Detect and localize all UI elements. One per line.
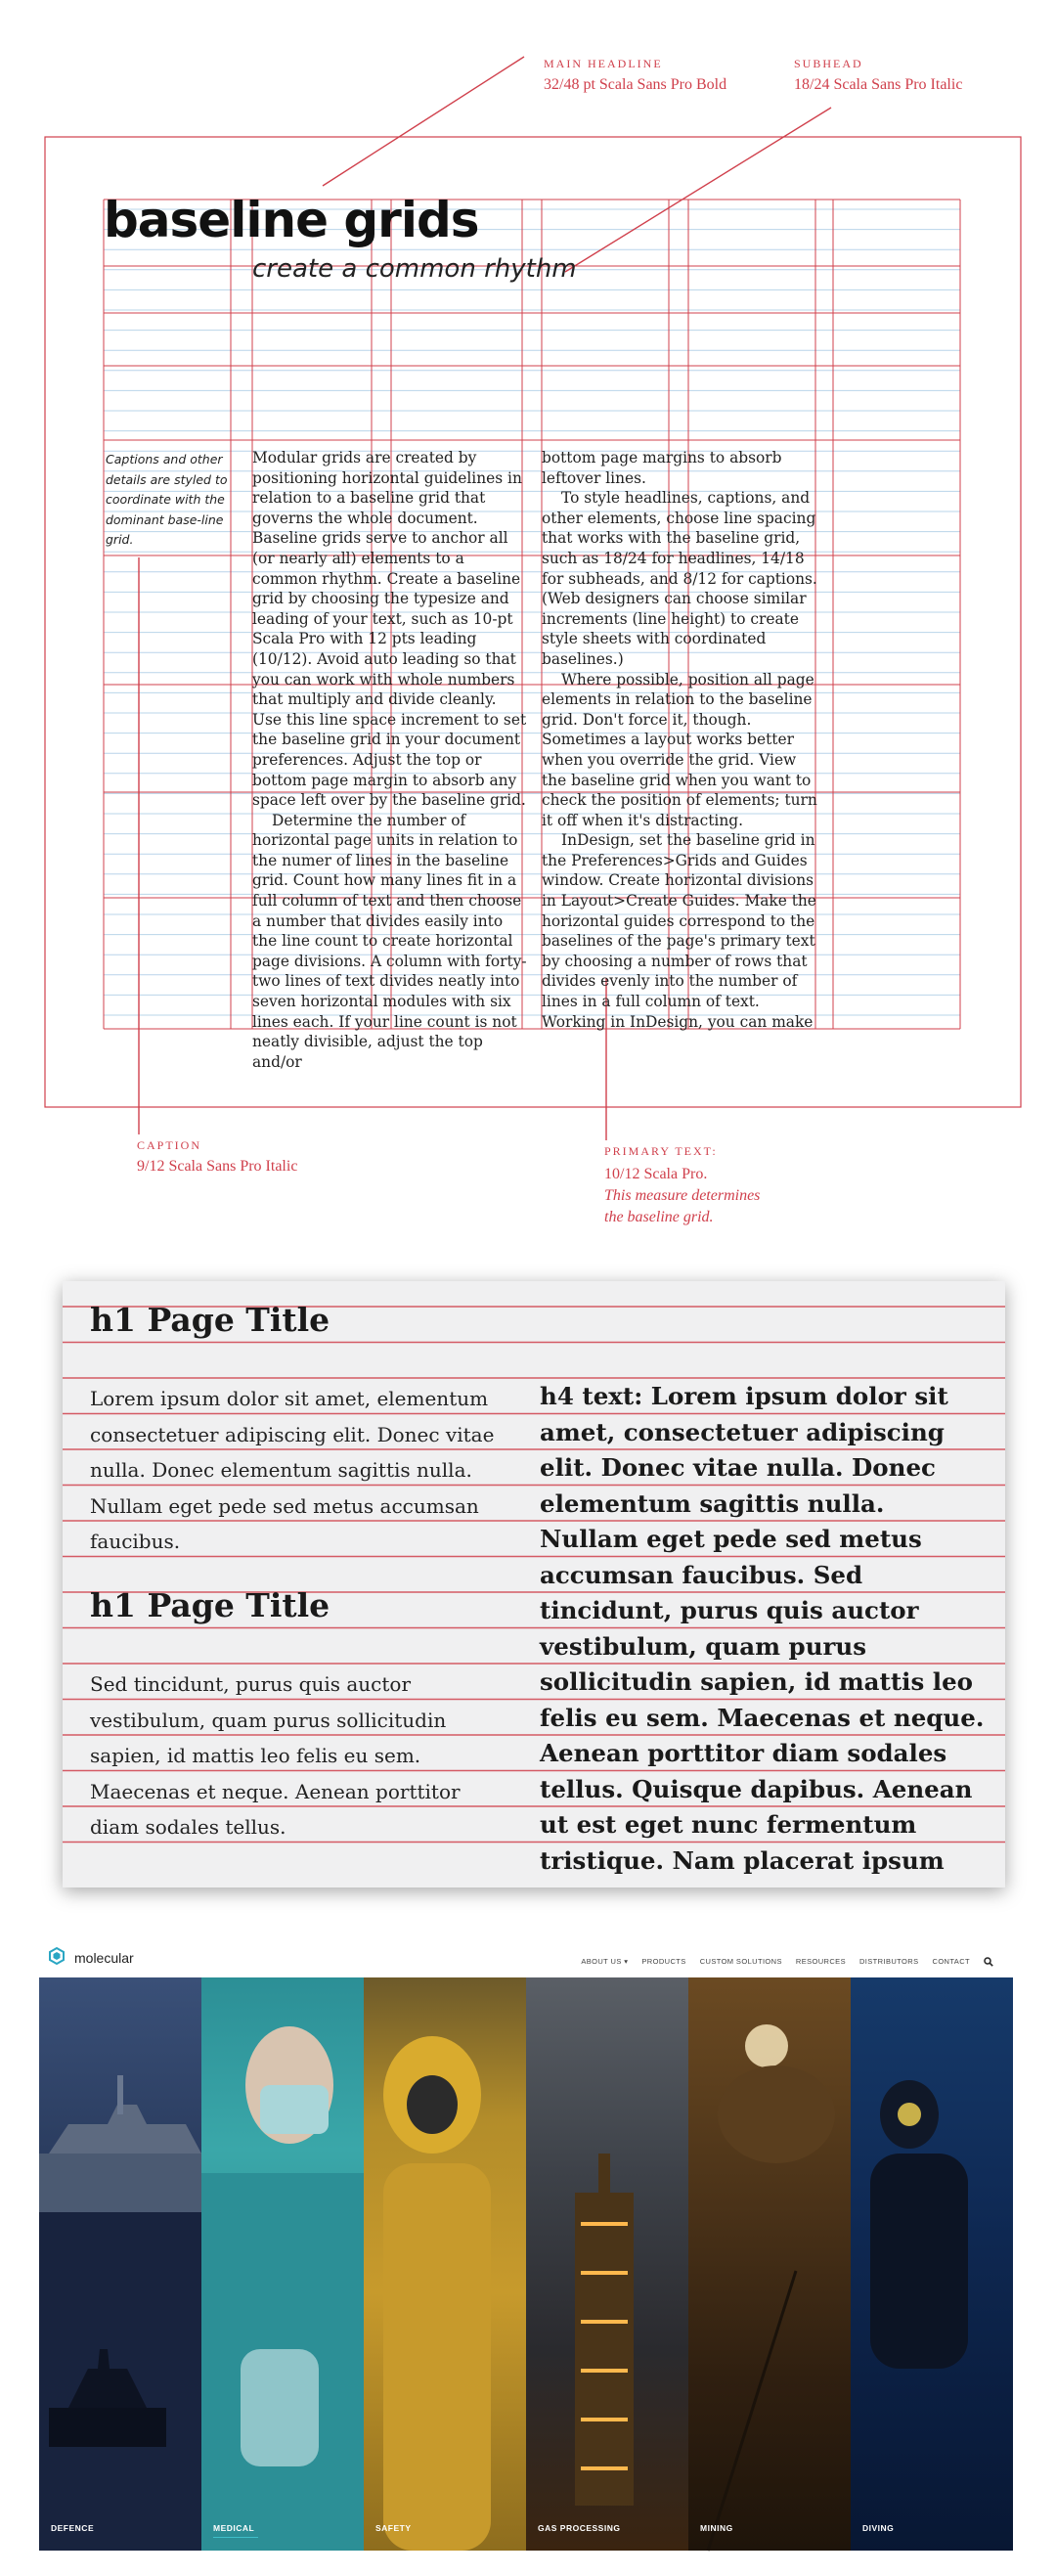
h4-line: h4 text: Lorem ipsum dolor sit — [540, 1382, 948, 1410]
primary-text-annotation-title: PRIMARY TEXT: — [604, 1144, 718, 1158]
diving-image — [851, 1977, 1013, 2551]
site-logo[interactable] — [47, 1946, 134, 1970]
h4-line: elit. Donec vitae nulla. Donec — [540, 1453, 936, 1482]
body-column-2 — [542, 448, 817, 1031]
body-paragraph: bottom page margins to absorb leftover lines. — [542, 449, 782, 487]
h4-line: Nullam eget pede sed metus — [540, 1525, 922, 1553]
industry-panel-mining[interactable] — [688, 1977, 851, 2551]
safety-image — [364, 1977, 526, 2551]
industry-panel-defence[interactable] — [39, 1977, 201, 2551]
grid-overlay — [0, 0, 1056, 1242]
site-header — [39, 1938, 1013, 1977]
h4-line: tristique. Nam placerat ipsum — [540, 1845, 945, 1875]
body-paragraph: Where possible, position all page elements in relation to the baseline grid. Don't force it, though. Sometimes a layout works better when you override the grid. View the baseline grid when you want to check the position of elements; turn it off when it's distracting. — [542, 670, 817, 829]
vertical-rhythm-card — [63, 1281, 1005, 1888]
industry-panel-gas-processing[interactable] — [526, 1977, 688, 2551]
annotation-leader — [565, 108, 831, 272]
paragraph-line: consectetuer adipiscing elit. Donec vitae — [90, 1422, 495, 1446]
paragraph-line: faucibus. — [90, 1530, 181, 1553]
h4-line: Aenean porttitor diam sodales — [540, 1739, 947, 1767]
h4-line: elementum sagittis nulla. — [540, 1488, 885, 1518]
nav-resources[interactable]: RESOURCES — [795, 1957, 846, 1966]
caption-annotation-spec: 9/12 Scala Sans Pro Italic — [137, 1158, 298, 1175]
panel-label: MEDICAL — [213, 2523, 255, 2533]
panel-label: DIVING — [862, 2523, 895, 2533]
mining-image — [688, 1977, 851, 2551]
body-paragraph: Modular grids are created by positioning horizontal guidelines in relation to a baseline grid that governs the whole document. Baseline grids serve to anchor all (or nearly all) elements to a common rhythm. Create a baseline grid by choosing the typesize and leading of your text, such as 10-pt Scala Pro with 12 pts leading (10/12). Avoid auto leading so that you can work with whole numbers that multiply and divide cleanly. Use this line space increment to set the baseline grid in your document preferences. Adjust the top or bottom page margin to absorb any space left over by the baseline grid. — [252, 449, 527, 810]
panel-label: SAFETY — [375, 2523, 412, 2533]
h4-line: accumsan faucibus. Sed — [540, 1560, 863, 1589]
industry-panels — [39, 1977, 1013, 2551]
main-nav — [581, 1952, 993, 1971]
h4-line: tellus. Quisque dapibus. Aenean — [540, 1774, 973, 1803]
grid-headline: baseline grids — [104, 192, 479, 248]
paragraph-line: Sed tincidunt, purus quis auctor — [90, 1672, 412, 1696]
gas-processing-image — [526, 1977, 688, 2551]
panel-label: MINING — [700, 2523, 733, 2533]
logo-text: molecular — [74, 1950, 134, 1966]
paragraph-block-1 — [90, 1381, 540, 1560]
panel-label: DEFENCE — [51, 2523, 95, 2533]
h4-text-block — [540, 1379, 990, 1879]
primary-text-annotation-note: the baseline grid. — [604, 1209, 714, 1225]
paragraph-block-2 — [90, 1666, 540, 1845]
nav-distributors[interactable]: DISTRIBUTORS — [858, 1957, 919, 1966]
nav-custom-solutions[interactable]: CUSTOM SOLUTIONS — [699, 1957, 782, 1966]
industry-panel-medical[interactable] — [201, 1977, 364, 2551]
paragraph-line: vestibulum, quam purus sollicitudin — [90, 1708, 447, 1732]
body-column-1 — [252, 448, 528, 1071]
industry-panel-diving[interactable] — [851, 1977, 1013, 2551]
panel-underline — [213, 2537, 258, 2539]
h4-line: ut est eget nunc fermentum — [540, 1810, 917, 1839]
grid-subhead: create a common rhythm — [252, 254, 577, 284]
nav-contact[interactable]: CONTACT — [932, 1957, 970, 1966]
defence-image — [39, 1977, 201, 2551]
molecular-website — [39, 1938, 1013, 2554]
h4-line: felis eu sem. Maecenas et neque. — [540, 1703, 985, 1732]
medical-image — [201, 1977, 364, 2551]
primary-text-annotation-spec: 10/12 Scala Pro. — [604, 1166, 708, 1182]
subhead-annotation-title: SUBHEAD — [794, 57, 863, 70]
panel-label: GAS PROCESSING — [538, 2523, 621, 2533]
grid-caption: Captions and other details are styled to coordinate with the dominant base-line grid. — [106, 452, 228, 548]
main-headline-annotation-spec: 32/48 pt Scala Sans Pro Bold — [544, 76, 727, 93]
body-paragraph: To style headlines, captions, and other elements, choose line spacing that works with the baseline grid, such as 18/24 for headlines, 14/18 for subheads, and 8/12 for captions. (Web designers can choose similar increments (line height) to create style sheets with coordinated baselines.) — [542, 489, 817, 668]
page-title-h1: h1 Page Title — [90, 1586, 330, 1624]
h4-line: sollicitudin sapien, id mattis leo — [540, 1667, 974, 1696]
paragraph-line: nulla. Donec elementum sagittis nulla. — [90, 1458, 472, 1482]
paragraph-line: diam sodales tellus. — [90, 1815, 286, 1839]
main-headline-annotation-title: MAIN HEADLINE — [544, 57, 663, 70]
paragraph-line: sapien, id mattis leo felis eu sem. — [90, 1744, 421, 1767]
search-icon[interactable] — [984, 1952, 993, 1971]
h4-line: tincidunt, purus quis auctor — [540, 1596, 919, 1624]
nav-products[interactable]: PRODUCTS — [641, 1957, 686, 1966]
paragraph-line: Maecenas et neque. Aenean porttitor — [90, 1779, 461, 1803]
molecule-hex-icon — [47, 1946, 66, 1970]
caption-annotation-title: CAPTION — [137, 1138, 202, 1152]
baseline-grid-diagram — [0, 0, 1056, 1242]
paragraph-line: Nullam eget pede sed metus accumsan — [90, 1493, 479, 1518]
paragraph-line: Lorem ipsum dolor sit amet, elementum — [90, 1387, 489, 1410]
body-paragraph: InDesign, set the baseline grid in the Preferences>Grids and Guides window. Create horizontal divisions in Layout>Create Guides. Make the horizontal guides correspond to the baselines of the page's primary text by choosing a number of rows that divides evenly into the number of lines in a full column of text. Working in InDesign, you can make — [542, 831, 816, 1031]
body-paragraph: Determine the number of horizontal page units in relation to the numer of lines in the baseline grid. Count how many lines fit in a full column of text and then choose a number that divides easily into the line count to create horizontal page divisions. A column with forty-two lines of text divides neatly into seven horizontal modules with six lines each. If your line count is not neatly divisible, adjust the top and/or — [252, 811, 527, 1071]
h4-line: vestibulum, quam purus — [540, 1631, 867, 1661]
subhead-annotation-spec: 18/24 Scala Sans Pro Italic — [794, 76, 963, 93]
page-title-h1: h1 Page Title — [90, 1301, 330, 1339]
nav-about-us[interactable]: ABOUT US ▾ — [581, 1957, 629, 1966]
primary-text-annotation-note: This measure determines — [604, 1187, 761, 1204]
annotation-leader — [323, 57, 524, 186]
h4-line: amet, consectetuer adipiscing — [540, 1417, 945, 1446]
industry-panel-safety[interactable] — [364, 1977, 526, 2551]
